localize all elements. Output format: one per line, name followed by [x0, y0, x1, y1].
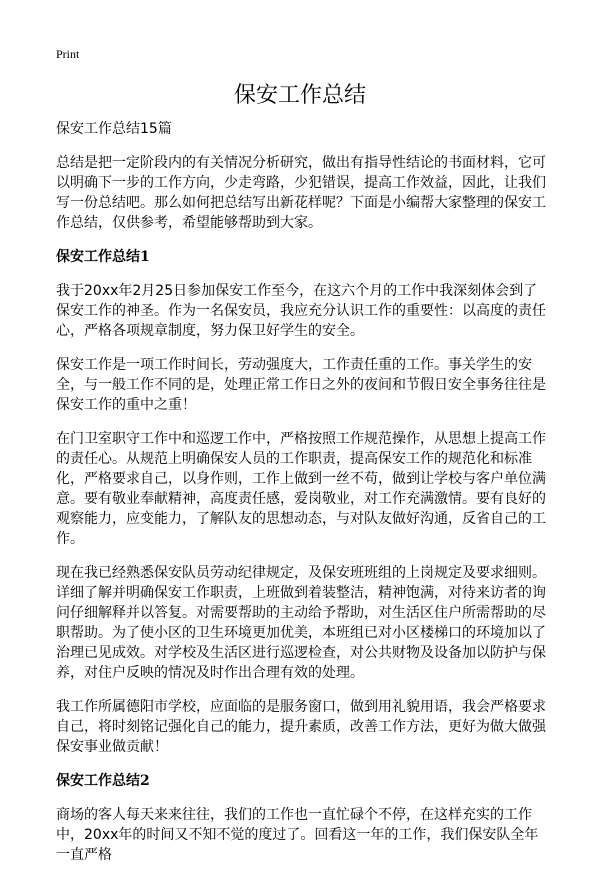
intro-paragraph: 总结是把一定阶段内的有关情况分析研究，做出有指导性结论的书面材料，它可以明确下一步的工作方向，少走弯路，少犯错误，提高工作效益，因此，让我们写一份总结吧。那么如何把总结写出新花样呢？下面是小编帮大家整理的保安工作总结，仅供参考，希望能够帮助到大家。: [56, 155, 546, 231]
body-paragraph: 现在我已经熟悉保安队员劳动纪律规定，及保安班班组的上岗规定及要求细则。详细了解并明确保安工作职责，上班做到着装整洁，精神饱满，对待来访者的询问仔细解释并以答复。对需要帮助的主动给予帮助，对生活区住户所需帮助的尽职帮助。为了使小区的卫生环境更加优美，本班组已对小区楼梯口的环境加以了治理已见成效。对学校及生活区进行巡逻检查，对公共财物及设备加以防护与保养，对住户反映的情况及时作出合理有效的处理。: [56, 565, 546, 681]
print-link[interactable]: Print: [56, 47, 80, 61]
article-subtitle: 保安工作总结15篇: [56, 121, 172, 137]
body-paragraph: 我工作所属德阳市学校，应面临的是服务窗口，做到用礼貌用语，我会严格要求自己，将时刻铭记强化自己的能力，提升素质，改善工作方法，更好为做大做强保安事业做贡献！: [56, 699, 546, 755]
body-paragraph: 保安工作是一项工作时间长，劳动强度大，工作责任重的工作。事关学生的安全，与一般工作不同的是，处理正常工作日之外的夜间和节假日安全事务往往是保安工作的重中之重！: [56, 357, 546, 413]
body-paragraph: 我于20xx年2月25日参加保安工作至今，在这六个月的工作中我深刻体会到了保安工作的神圣。作为一名保安员，我应充分认识工作的重要性：以高度的责任心，严格各项规章制度，努力保卫好学生的安全。: [56, 283, 546, 339]
body-paragraph: 商场的客人每天来来往往，我们的工作也一直忙碌个不停，在这样充实的工作中，20xx年的时间又不知不觉的度过了。回看这一年的工作，我们保安队全年一直严格: [56, 807, 539, 863]
section-heading: 保安工作总结2: [56, 773, 150, 789]
section-heading: 保安工作总结1: [56, 249, 150, 265]
body-paragraph: 在门卫室职守工作中和巡逻工作中，严格按照工作规范操作，从思想上提高工作的责任心。从规范上明确保安人员的工作职责，提高保安工作的规范化和标准化，严格要求自己，以身作则，工作上做到一丝不苟，做到让学校与客户单位满意。要有敬业奉献精神，高度责任感，爱岗敬业，对工作充满激情。要有良好的观察能力，应变能力，了解队友的思想动态，与对队友做好沟通，反省自己的工作。: [56, 431, 546, 547]
page-title: 保安工作总结: [233, 83, 366, 108]
article-body: [56, 119, 546, 879]
